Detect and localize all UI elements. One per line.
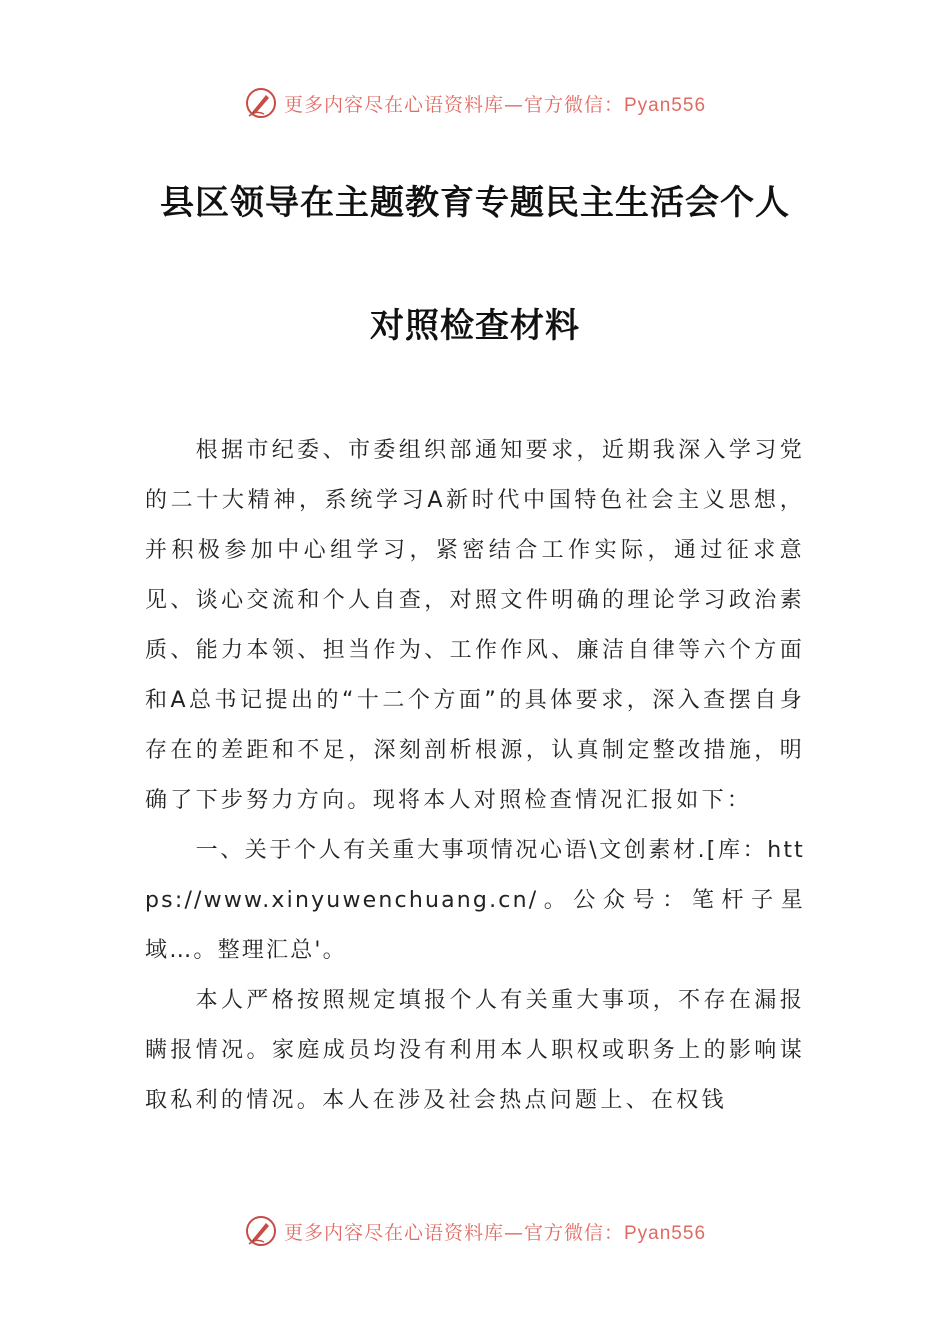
watermark-text: 更多内容尽在心语资料库—官方微信：Pyan556 — [283, 93, 707, 116]
document-title-line-1: 县区领导在主题教育专题民主生活会个人 — [160, 183, 790, 223]
pen-logo-icon — [244, 86, 278, 120]
paragraph-section-heading: 一、关于个人有关重大事项情况心语\文创素材.[库：https://www.xinyuwenchuang.cn/。公众号：笔杆子星域…。整理汇总'。 — [145, 838, 805, 963]
watermark-banner-top — [0, 83, 950, 123]
wechat-id: Pyan556 — [624, 1222, 707, 1244]
paragraph-intro: 根据市纪委、市委组织部通知要求，近期我深入学习党的二十大精神，系统学习A新时代中国特色社会主义思想，并积极参加中心组学习，紧密结合工作实际，通过征求意见、谈心交流和个人自查，对照文件明确的理论学习政治素质、能力本领、担当作为、工作作风、廉洁自律等六个方面和A总书记提出的“十二个方面”的具体要求，深入查摆自身存在的差距和不足，深刻剖析根源，认真制定整改措施，明确了下步努力方向。现将本人对照检查情况汇报如下： — [145, 438, 805, 813]
document-title-line-2: 对照检查材料 — [370, 306, 580, 346]
watermark-text: 更多内容尽在心语资料库—官方微信：Pyan556 — [283, 1221, 707, 1244]
pen-logo-icon — [244, 1214, 278, 1248]
wechat-id: Pyan556 — [624, 94, 707, 116]
paragraph-major-matters: 本人严格按照规定填报个人有关重大事项，不存在漏报瞒报情况。家庭成员均没有利用本人职权或职务上的影响谋取私利的情况。本人在涉及社会热点问题上、在权钱 — [145, 988, 805, 1113]
watermark-banner-bottom — [0, 1211, 950, 1251]
document-body — [145, 426, 805, 1126]
